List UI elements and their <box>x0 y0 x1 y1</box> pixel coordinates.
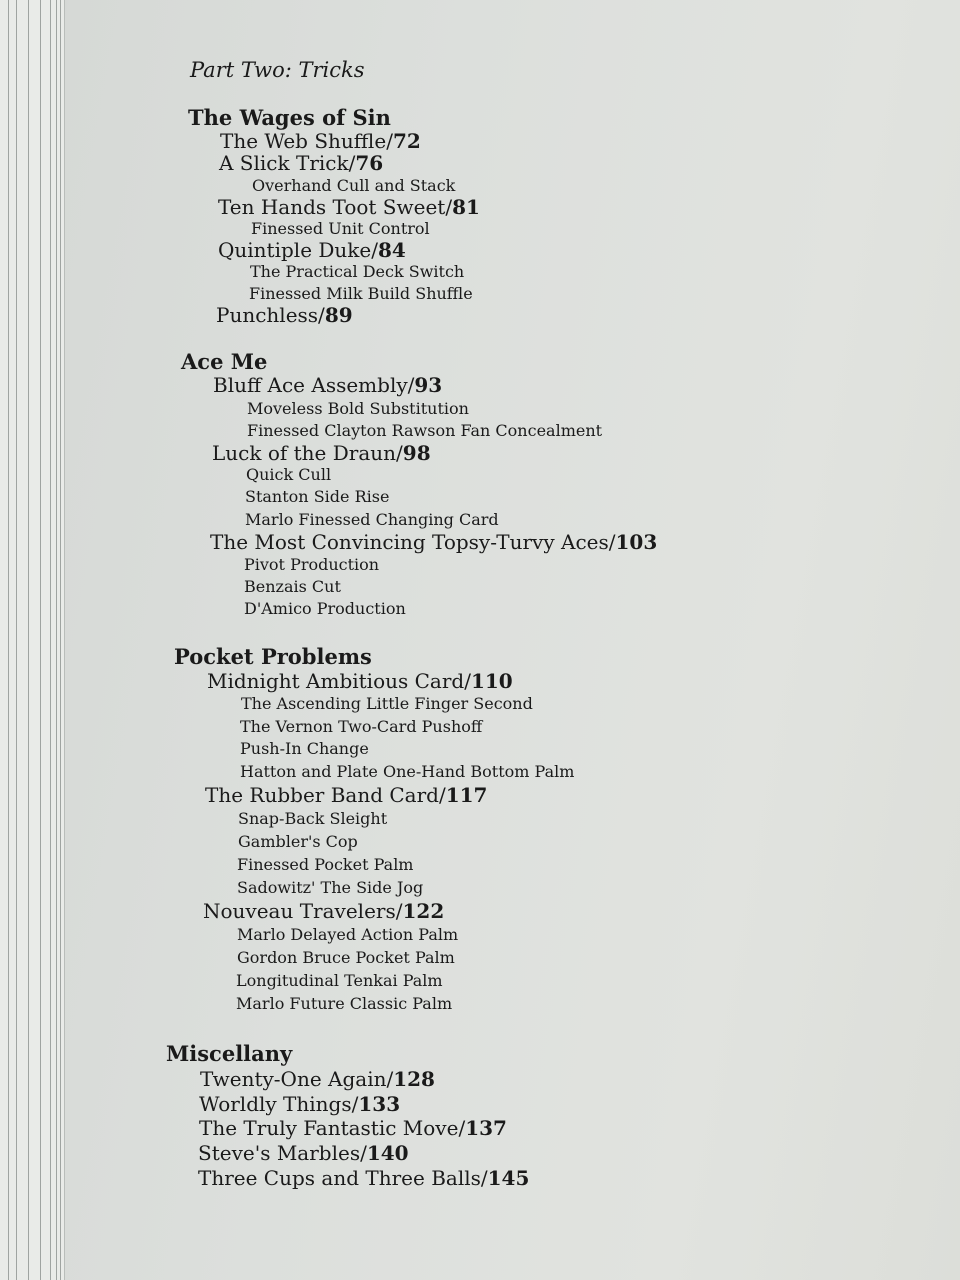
sub-entry: Gordon Bruce Pocket Palm <box>237 948 455 967</box>
trick-title: Midnight Ambitious Card/ <box>207 669 471 693</box>
trick-entry <box>220 131 421 151</box>
page-number: 117 <box>445 783 488 807</box>
page-number: 103 <box>615 530 658 554</box>
sub-entry: Moveless Bold Substitution <box>247 399 469 418</box>
page-number: 84 <box>378 238 406 262</box>
page-number: 93 <box>414 373 443 397</box>
sub-entry: Gambler's Cop <box>238 832 358 851</box>
trick-entry <box>210 532 657 552</box>
sub-entry: Finessed Milk Build Shuffle <box>249 284 473 303</box>
page-number: 110 <box>470 669 513 693</box>
trick-title: Punchless/ <box>216 303 325 327</box>
trick-title: Three Cups and Three Balls/ <box>198 1166 488 1190</box>
sub-entry: Overhand Cull and Stack <box>252 176 456 195</box>
sub-entry: Stanton Side Rise <box>245 487 390 506</box>
page-number: 137 <box>465 1116 507 1140</box>
sub-entry: The Vernon Two-Card Pushoff <box>240 717 483 736</box>
trick-title: Steve's Marbles/ <box>198 1141 367 1165</box>
trick-entry <box>213 375 442 395</box>
sub-entry: Finessed Unit Control <box>251 219 430 238</box>
sub-entry: Hatton and Plate One-Hand Bottom Palm <box>240 762 575 781</box>
trick-title: The Most Convincing Topsy-Turvy Aces/ <box>210 530 616 554</box>
trick-entry <box>218 197 480 217</box>
sub-entry: Sadowitz' The Side Jog <box>237 878 424 897</box>
sub-entry: Finessed Pocket Palm <box>237 855 414 874</box>
sub-entry: The Practical Deck Switch <box>250 262 465 281</box>
sub-entry: Finessed Clayton Rawson Fan Concealment <box>247 421 603 440</box>
trick-title: A Slick Trick/ <box>219 151 356 175</box>
trick-entry <box>205 785 487 805</box>
trick-entry <box>216 305 353 325</box>
trick-title: Nouveau Travelers/ <box>203 899 403 923</box>
page-number: 98 <box>402 441 431 465</box>
trick-title: Twenty-One Again/ <box>200 1067 394 1091</box>
sub-entry: Benzais Cut <box>244 577 341 596</box>
page-number: 133 <box>358 1092 401 1116</box>
trick-title: Luck of the Draun/ <box>212 441 403 465</box>
page-number: 89 <box>324 303 353 327</box>
sub-entry: Marlo Delayed Action Palm <box>237 925 459 944</box>
page-number: 128 <box>393 1067 435 1091</box>
page-number: 76 <box>355 151 384 175</box>
sub-entry: Marlo Finessed Changing Card <box>245 510 499 529</box>
trick-entry <box>199 1094 400 1114</box>
trick-title: The Truly Fantastic Move/ <box>199 1116 466 1140</box>
page-number: 145 <box>487 1166 530 1190</box>
trick-entry <box>207 671 513 691</box>
page-number: 122 <box>402 899 445 923</box>
sub-entry: Marlo Future Classic Palm <box>236 994 453 1013</box>
trick-entry <box>198 1143 409 1163</box>
trick-title: Quintiple Duke/ <box>218 238 378 262</box>
trick-entry <box>218 240 406 260</box>
section-title: Pocket Problems <box>174 644 372 669</box>
trick-entry <box>198 1168 529 1188</box>
section-title: The Wages of Sin <box>188 105 391 130</box>
trick-title: Worldly Things/ <box>199 1092 359 1116</box>
page-number: 140 <box>366 1141 409 1165</box>
trick-entry <box>200 1069 435 1089</box>
trick-title: The Web Shuffle/ <box>220 129 393 153</box>
sub-entry: Pivot Production <box>244 555 380 574</box>
page-number: 72 <box>392 129 421 153</box>
trick-title: The Rubber Band Card/ <box>205 783 446 807</box>
trick-title: Ten Hands Toot Sweet/ <box>218 195 453 219</box>
trick-entry <box>203 901 444 921</box>
part-title: Part Two: Tricks <box>190 58 365 82</box>
trick-entry <box>199 1118 507 1138</box>
trick-entry <box>219 153 383 173</box>
section-title: Ace Me <box>181 349 268 374</box>
sub-entry: Push-In Change <box>240 739 369 758</box>
trick-entry <box>212 443 431 463</box>
trick-title: Bluff Ace Assembly/ <box>213 373 415 397</box>
sub-entry: D'Amico Production <box>244 599 406 618</box>
section-title: Miscellany <box>166 1041 293 1066</box>
sub-entry: Snap-Back Sleight <box>238 809 388 828</box>
sub-entry: Longitudinal Tenkai Palm <box>236 971 443 990</box>
sub-entry: Quick Cull <box>246 465 332 484</box>
sub-entry: The Ascending Little Finger Second <box>241 694 533 713</box>
page-number: 81 <box>452 195 480 219</box>
